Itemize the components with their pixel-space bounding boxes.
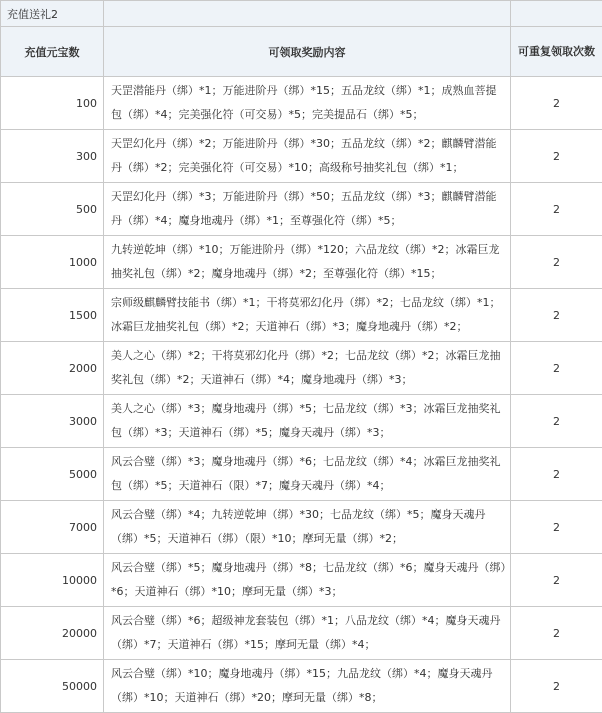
repeat-count-cell: 2 (511, 501, 602, 554)
table-row (1, 501, 602, 554)
content-cell: 天罡幻化丹（绑）*3；万能进阶丹（绑）*50；五品龙纹（绑）*3；麒麟臂潜能丹（绑）*4；魔身地魂丹（绑）*1；至尊强化符（绑）*5； (104, 183, 511, 236)
amount-cell: 5000 (1, 448, 104, 501)
table-row (1, 289, 602, 342)
content-cell: 九转逆乾坤（绑）*10；万能进阶丹（绑）*120；六品龙纹（绑）*2；冰霜巨龙抽奖礼包（绑）*2；魔身地魂丹（绑）*2；至尊强化符（绑）*15； (104, 236, 511, 289)
table-row (1, 554, 602, 607)
table-row (1, 395, 602, 448)
amount-cell: 50000 (1, 660, 104, 713)
header-amount: 充值元宝数 (1, 27, 104, 77)
table-row (1, 607, 602, 660)
amount-cell: 7000 (1, 501, 104, 554)
amount-cell: 1500 (1, 289, 104, 342)
table-row (1, 660, 602, 713)
table-row (1, 342, 602, 395)
table-row (1, 130, 602, 183)
amount-cell: 20000 (1, 607, 104, 660)
title-blank-cell (511, 1, 602, 27)
content-cell: 风云合璧（绑）*6；超级神龙套装包（绑）*1；八品龙纹（绑）*4；魔身天魂丹（绑）*7；天道神石（绑）*15；摩珂无量（绑）*4； (104, 607, 511, 660)
repeat-count-cell: 2 (511, 554, 602, 607)
amount-cell: 2000 (1, 342, 104, 395)
amount-cell: 100 (1, 77, 104, 130)
repeat-count-cell: 2 (511, 130, 602, 183)
table-row (1, 183, 602, 236)
repeat-count-cell: 2 (511, 236, 602, 289)
amount-cell: 500 (1, 183, 104, 236)
content-cell: 美人之心（绑）*3；魔身地魂丹（绑）*5；七品龙纹（绑）*3；冰霜巨龙抽奖礼包（绑）*3；天道神石（绑）*5；魔身天魂丹（绑）*3； (104, 395, 511, 448)
amount-cell: 300 (1, 130, 104, 183)
header-content: 可领取奖励内容 (104, 27, 511, 77)
content-cell: 天罡幻化丹（绑）*2；万能进阶丹（绑）*30；五品龙纹（绑）*2；麒麟臂潜能丹（绑）*2；完美强化符（可交易）*10；高级称号抽奖礼包（绑）*1； (104, 130, 511, 183)
table-row (1, 77, 602, 130)
table-row (1, 236, 602, 289)
repeat-count-cell: 2 (511, 448, 602, 501)
title-blank-cell (104, 1, 511, 27)
header-repeat: 可重复领取次数 (511, 27, 602, 77)
content-cell: 天罡潜能丹（绑）*1；万能进阶丹（绑）*15；五品龙纹（绑）*1；成熟血菩提包（绑）*4；完美强化符（可交易）*5；完美提品石（绑）*5； (104, 77, 511, 130)
content-cell: 风云合璧（绑）*10；魔身地魂丹（绑）*15；九品龙纹（绑）*4；魔身天魂丹（绑）*10；天道神石（绑）*20；摩珂无量（绑）*8； (104, 660, 511, 713)
content-cell: 宗师级麒麟臂技能书（绑）*1；干将莫邪幻化丹（绑）*2；七品龙纹（绑）*1；冰霜巨龙抽奖礼包（绑）*2；天道神石（绑）*3；魔身地魂丹（绑）*2； (104, 289, 511, 342)
table-row (1, 448, 602, 501)
repeat-count-cell: 2 (511, 289, 602, 342)
repeat-count-cell: 2 (511, 342, 602, 395)
amount-cell: 3000 (1, 395, 104, 448)
repeat-count-cell: 2 (511, 395, 602, 448)
content-cell: 风云合璧（绑）*3；魔身地魂丹（绑）*6；七品龙纹（绑）*4；冰霜巨龙抽奖礼包（绑）*5；天道神石（限）*7；魔身天魂丹（绑）*4； (104, 448, 511, 501)
table-title-row (1, 1, 602, 27)
repeat-count-cell: 2 (511, 183, 602, 236)
table-title: 充值送礼2 (1, 1, 104, 27)
amount-cell: 1000 (1, 236, 104, 289)
table-header-row (1, 27, 602, 77)
content-cell: 风云合璧（绑）*4；九转逆乾坤（绑）*30；七品龙纹（绑）*5；魔身天魂丹（绑）*5；天道神石（绑）（限）*10；摩珂无量（绑）*2； (104, 501, 511, 554)
content-cell: 风云合璧（绑）*5；魔身地魂丹（绑）*8；七品龙纹（绑）*6；魔身天魂丹（绑）*6；天道神石（绑）*10；摩珂无量（绑）*3； (104, 554, 511, 607)
repeat-count-cell: 2 (511, 77, 602, 130)
repeat-count-cell: 2 (511, 660, 602, 713)
repeat-count-cell: 2 (511, 607, 602, 660)
amount-cell: 10000 (1, 554, 104, 607)
content-cell: 美人之心（绑）*2；干将莫邪幻化丹（绑）*2；七品龙纹（绑）*2；冰霜巨龙抽奖礼包（绑）*2；天道神石（绑）*4；魔身地魂丹（绑）*3； (104, 342, 511, 395)
